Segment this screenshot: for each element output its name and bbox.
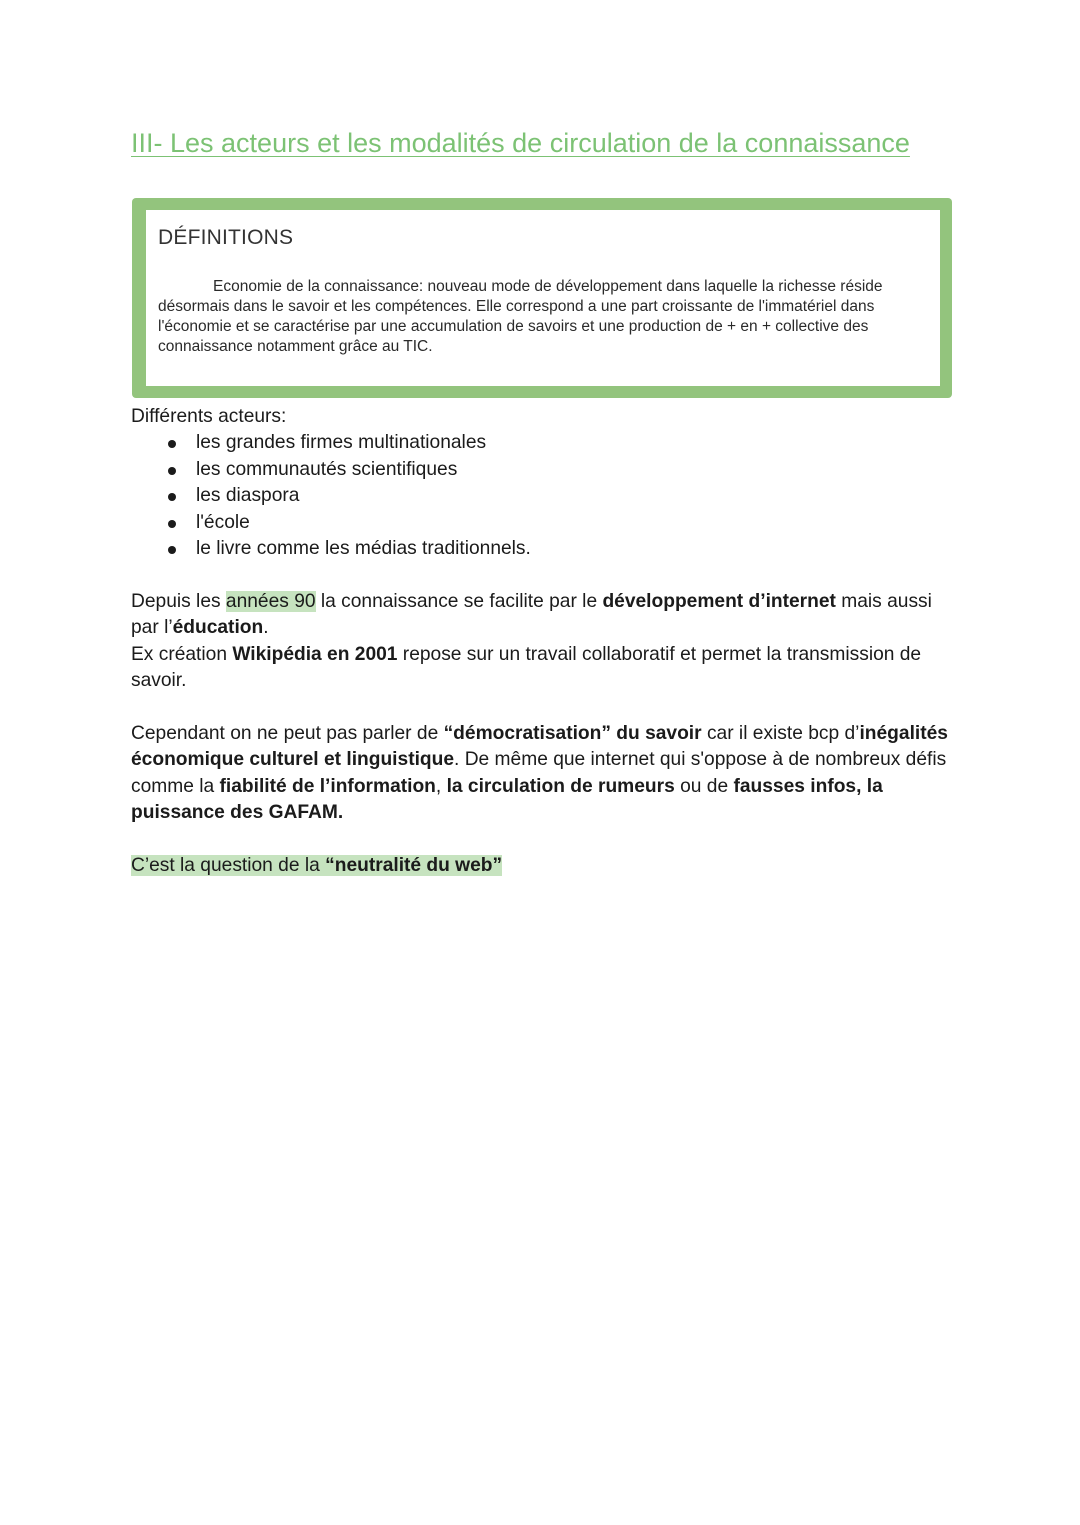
bold-text: fausses infos, la puissance des GAFAM. — [131, 775, 883, 824]
conclusion — [131, 853, 961, 879]
bold-text: inégalités économique culturel et linguistique — [131, 722, 948, 771]
paragraph-wikipedia — [131, 642, 961, 695]
list-item: l'école — [196, 510, 961, 536]
bold-text: Wikipédia en 2001 — [232, 643, 398, 665]
section-title: III- Les acteurs et les modalités de circulation de la connaissance — [131, 128, 910, 158]
actors-list — [131, 430, 961, 562]
list-item: les diaspora — [196, 483, 961, 509]
text-run: la connaissance se facilite par le — [315, 590, 603, 612]
text-run: , — [435, 775, 447, 797]
text-run: Depuis les — [131, 590, 226, 612]
text-run: . — [263, 617, 269, 639]
text-run: Cependant on ne peut pas parler de — [131, 722, 444, 744]
list-item: les grandes firmes multinationales — [196, 430, 961, 456]
text-run: ou de — [674, 775, 734, 797]
bold-text: fiabilité de l’information — [219, 775, 436, 797]
definitions-box — [132, 198, 952, 398]
highlight-years: années 90 — [225, 590, 316, 612]
actors-intro: Différents acteurs: — [131, 406, 287, 427]
bold-text: éducation — [172, 617, 264, 639]
definitions-heading: DÉFINITIONS — [158, 226, 294, 249]
text-run: mais aussi par l’ — [131, 590, 932, 639]
text-run: C’est la question de la — [131, 854, 326, 876]
spacer — [131, 826, 961, 852]
highlight-conclusion — [131, 855, 502, 876]
list-item: les communautés scientifiques — [196, 457, 961, 483]
list-item: le livre comme les médias traditionnels. — [196, 536, 961, 562]
main-text — [131, 404, 961, 879]
bold-text: la circulation de rumeurs — [446, 775, 675, 797]
paragraph-internet — [131, 589, 961, 642]
bold-text: “neutralité du web” — [325, 854, 503, 876]
definitions-box-inner — [146, 210, 940, 386]
paragraph-inequalities — [131, 721, 961, 827]
text-run: repose sur un travail collaboratif et permet la transmission de savoir. — [131, 643, 922, 692]
spacer — [131, 562, 961, 588]
bold-text: “démocratisation” du savoir — [443, 722, 702, 744]
definition-text: Economie de la connaissance: nouveau mode de développement dans laquelle la richesse réside désormais dans le savoir et les compétences. Elle correspond a une part croissante de l'immatériel dans l'économie et se caractérise par une accumulation de savoirs et une production de + en + collective des connaissance notamment grâce au TIC. — [158, 278, 883, 355]
bold-text: développement d’internet — [602, 590, 836, 612]
text-run: Ex création — [131, 643, 233, 665]
text-run: . De même que internet qui s'oppose à de nombreux défis comme la — [131, 749, 947, 797]
spacer — [131, 694, 961, 720]
text-run: car il existe bcp d’ — [701, 722, 860, 744]
